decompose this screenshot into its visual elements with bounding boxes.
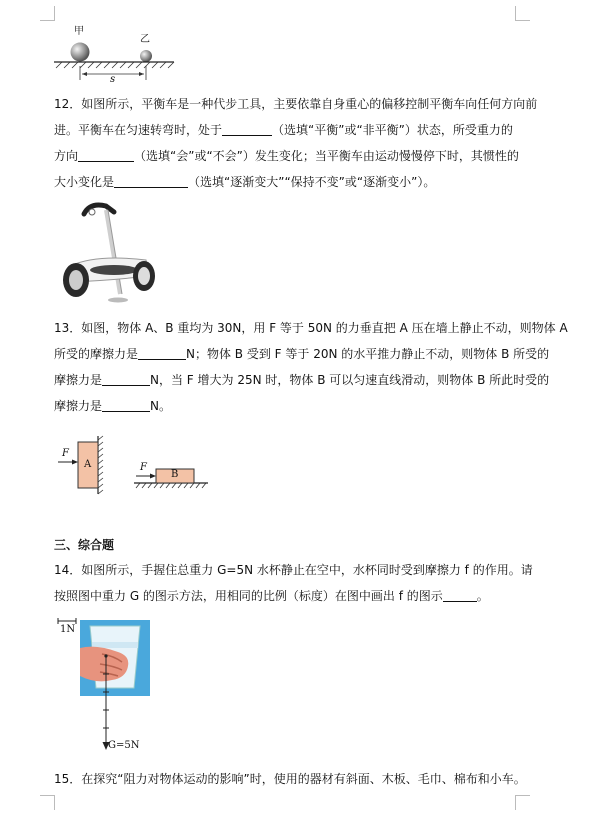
balls-figure [52,22,182,90]
balls-diagram [52,22,182,90]
crop-mark-bottom-right [515,795,530,810]
q14-line-2-text: 按照图中重力 G 的图示方法，用相同的比例（标度）在图中画出 f 的图示 [54,589,443,603]
q12-line-4-text-a: 大小变化是 [54,175,115,189]
crop-mark-top-left [40,6,55,21]
q13-line-3 [54,372,550,388]
ball-yi [140,50,152,62]
q14-blank[interactable] [443,589,477,602]
label-F-B: F [140,462,147,473]
q12-blank-3[interactable] [114,175,188,188]
q12-blank-2[interactable] [78,149,134,162]
force-diagram [56,432,216,496]
q13-blank-2[interactable] [102,373,150,386]
q12-line-3-text-b: （选填“会”或“不会”）发生变化；当平衡车由运动慢慢停下时，其惯性的 [134,149,519,163]
q12-line-2 [54,122,524,138]
crop-mark-top-right [515,6,530,21]
q14-figure [56,614,166,754]
label-F-A: F [62,448,69,459]
q15-line-1: 15．在探究“阻力对物体运动的影响”时，使用的器材有斜面、木板、毛巾、棉布和小车。 [54,772,526,786]
q12-line-3-text-a: 方向 [54,149,79,163]
cup-hand-diagram [56,614,166,754]
q12-line-4 [54,174,524,190]
balance-scooter-image [56,198,166,310]
q14-line-2 [54,588,524,604]
q13-line-4-text-b: N。 [150,399,171,413]
q13-figure [56,432,216,496]
label-s: s [110,74,116,85]
q12-line-1: 12．如图所示，平衡车是一种代步工具，主要依靠自身重心的偏移控制平衡车向任何方向前 [54,97,538,111]
section-heading: 三、综合题 [54,538,115,552]
q13-line-1: 13．如图，物体 A、B 重均为 30N，用 F 等于 50N 的力垂直把 A 压在墙上静止不动，则物体 A [54,321,568,335]
q14-line-2-end: 。 [476,589,489,603]
q13-line-4 [54,398,524,414]
q13-line-3-text-a: 摩擦力是 [54,373,103,387]
q12-line-3 [54,148,524,164]
q13-blank-3[interactable] [102,399,150,412]
q13-line-3-text-b: N，当 F 增大为 25N 时，物体 B 可以匀速直线滑动，则物体 B 所此时受的 [150,373,550,387]
q14-line-1: 14．如图所示，手握住总重力 G=5N 水杯静止在空中，水杯同时受到摩擦力 f 的作用。请 [54,563,533,577]
q13-line-2-text-a: 所受的摩擦力是 [54,347,139,361]
q13-blank-1[interactable] [138,347,186,360]
gravity-label: G=5N [108,740,140,751]
label-yi: 乙 [140,34,150,45]
ball-jia [71,43,90,62]
q13-line-2 [54,346,550,362]
crop-mark-bottom-left [40,795,55,810]
label-block-A: A [84,459,92,470]
q12-line-2-text-a: 进。平衡车在匀速转弯时，处于 [54,123,223,137]
label-block-B: B [171,469,179,480]
q12-blank-1[interactable] [222,123,272,136]
q13-line-4-text-a: 摩擦力是 [54,399,103,413]
scale-label: 1N [60,624,76,635]
q12-line-2-text-b: （选填“平衡”或“非平衡”）状态，所受重力的 [272,123,513,137]
q13-line-2-text-b: N；物体 B 受到 F 等于 20N 的水平推力静止不动，则物体 B 所受的 [186,347,550,361]
label-jia: 甲 [74,26,84,37]
q12-line-4-text-b: （选填“逐渐变大”“保持不变”或“逐渐变小”）。 [188,175,436,189]
